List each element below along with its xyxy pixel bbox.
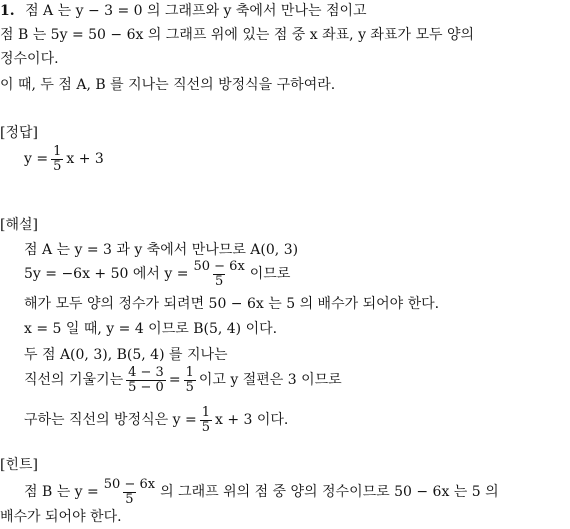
explanation-line-6-eq: = <box>168 372 181 388</box>
answer-fraction <box>51 145 63 174</box>
explanation-line-2-pre: 5y = −6x + 50 에서 y = <box>24 266 189 282</box>
explanation-line-5: 두 점 A(0, 3), B(5, 4) 를 지나는 <box>24 347 228 363</box>
explanation-fraction-2 <box>126 366 166 395</box>
hint-fraction-den: 5 <box>125 491 134 507</box>
hint-line-1-post: 의 그래프 위의 점 중 양의 정수이므로 50 − 6x 는 5 의 <box>160 484 499 500</box>
explanation-line-1: 점 A 는 y = 3 과 y 축에서 만나므로 A(0, 3) <box>24 242 299 258</box>
hint-line-1-pre: 점 B 는 y = <box>24 484 99 500</box>
explanation-fraction-1-den: 5 <box>214 273 224 289</box>
explanation-fraction-3-num: 1 <box>185 364 194 380</box>
hint-line-2: 배수가 되어야 한다. <box>0 509 122 525</box>
explanation-fraction-3-den: 5 <box>185 379 194 395</box>
answer-rhs: x + 3 <box>66 151 104 167</box>
explanation-line-4: x = 5 일 때, y = 4 이므로 B(5, 4) 이다. <box>24 321 278 337</box>
problem-line-4: 이 때, 두 점 A, B 를 지나는 직선의 방정식을 구하여라. <box>0 77 336 93</box>
explanation-fraction-1-num: 50 − 6x <box>193 258 245 274</box>
problem-line-3: 정수이다. <box>0 51 59 67</box>
hint-heading: [힌트] <box>0 457 38 473</box>
answer-fraction-den: 5 <box>53 158 62 174</box>
explanation-heading: [해설] <box>0 217 38 233</box>
explanation-fraction-2-den: 5 − 0 <box>128 379 164 395</box>
answer-fraction-num: 1 <box>53 143 62 159</box>
problem-line-2: 점 B 는 5y = 50 − 6x 의 그래프 위에 있는 점 중 x 좌표, y 좌표가 모두 양의 <box>0 27 474 43</box>
problem-number: 1. <box>0 3 15 19</box>
hint-fraction <box>102 478 157 507</box>
explanation-line-2-post: 이므로 <box>249 266 291 282</box>
answer-heading: [정답] <box>0 125 38 141</box>
explanation-line-7 <box>24 403 288 437</box>
explanation-line-2 <box>24 257 290 291</box>
hint-fraction-num: 50 − 6x <box>103 476 156 492</box>
explanation-fraction-2-num: 4 − 3 <box>128 364 164 380</box>
explanation-fraction-3 <box>184 366 196 395</box>
explanation-fraction-4-den: 5 <box>201 419 210 435</box>
answer-lhs: y = <box>24 151 49 167</box>
problem-text-1: 점 A 는 y − 3 = 0 의 그래프와 y 축에서 만나는 점이고 <box>25 3 367 19</box>
answer-equation <box>24 142 104 176</box>
explanation-line-7-pre: 구하는 직선의 방정식은 y = <box>24 412 197 428</box>
hint-line-1 <box>24 475 499 509</box>
explanation-fraction-4-num: 1 <box>201 404 210 420</box>
problem-line-1 <box>0 2 367 20</box>
explanation-line-6-post: 이고 y 절편은 3 이므로 <box>198 372 342 388</box>
explanation-fraction-4 <box>200 406 212 435</box>
explanation-line-6-pre: 직선의 기울기는 <box>24 372 124 388</box>
explanation-fraction-1 <box>191 260 246 289</box>
explanation-line-6 <box>24 363 342 397</box>
explanation-line-3: 해가 모두 양의 정수가 되려면 50 − 6x 는 5 의 배수가 되어야 한다. <box>24 296 440 312</box>
explanation-line-7-post: x + 3 이다. <box>214 412 289 428</box>
